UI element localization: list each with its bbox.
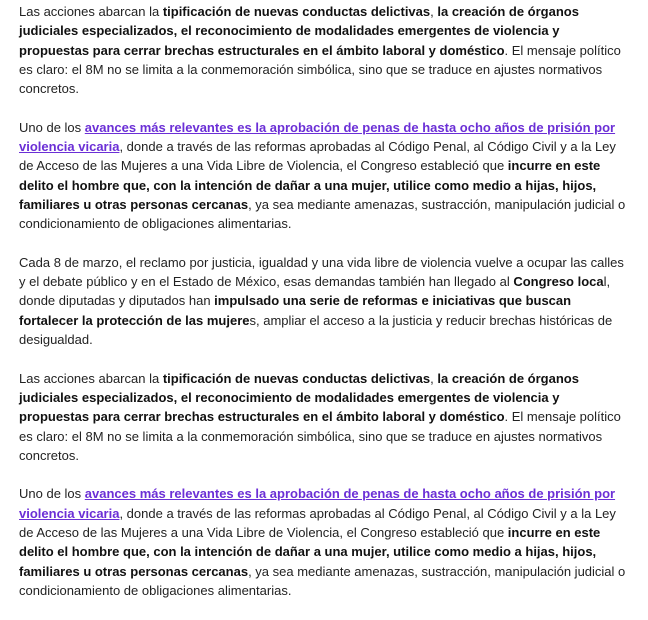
paragraph-8m-congress	[19, 253, 629, 349]
paragraph-actions	[19, 2, 629, 98]
paragraph-text: , donde a través de las reformas aprobadas al Código Penal, al Código Civil y a la Ley de Acceso de las Mujeres a una Vida Libre de Violencia, el Congreso estableció que	[19, 505, 616, 541]
paragraph-text: Uno de los	[19, 119, 85, 135]
vicarious-violence-link[interactable]: avances más relevantes es la aprobación de penas de hasta ocho años de prisión por violencia vicaria	[19, 119, 616, 155]
paragraph-vicarious-violence	[19, 484, 629, 600]
paragraph-text: Las acciones abarcan la	[19, 370, 163, 386]
bold-text: la creación de órganos judiciales especializados, el reconocimiento de modalidades emergentes de violencia y propuestas para cerrar brechas estructurales en el ámbito laboral y doméstico	[19, 370, 579, 425]
article-body	[19, 2, 629, 620]
paragraph-text: ,	[430, 4, 438, 19]
paragraph-vicarious-violence	[19, 118, 629, 234]
bold-text: impulsado una serie de reformas e iniciativas que buscan fortalecer la protección de las mujere	[19, 293, 572, 328]
paragraph-text: s, ampliar el acceso a la justicia y reducir brechas históricas de desigualdad.	[19, 312, 613, 348]
paragraph-text: , donde a través de las reformas aprobadas al Código Penal, al Código Civil y a la Ley de Acceso de las Mujeres a una Vida Libre de Violencia, el Congreso estableció que	[19, 139, 616, 174]
bold-text: incurre en este delito el hombre que, con la intención de dañar a una mujer, utilice como medio a hijas, hijos, familiares u otras personas cercanas	[19, 158, 601, 212]
paragraph-text: Uno de los	[19, 486, 85, 502]
bold-text: incurre en este delito el hombre que, con la intención de dañar a una mujer, utilice como medio a hijas, hijos, familiares u otras personas cercanas	[19, 525, 601, 579]
bold-text: Congreso loca	[513, 274, 604, 290]
paragraph-text: , ya sea mediante amenazas, sustracción, manipulación judicial o condicionamiento de obligaciones alimentarias.	[19, 196, 626, 232]
bold-text: la creación de órganos judiciales especializados, el reconocimiento de modalidades emergentes de violencia y propuestas para cerrar brechas estructurales en el ámbito laboral y doméstico	[19, 4, 579, 58]
paragraph-actions	[19, 369, 629, 465]
paragraph-text: ,	[430, 370, 438, 386]
vicarious-violence-link[interactable]: avances más relevantes es la aprobación de penas de hasta ocho años de prisión por violencia vicaria	[19, 486, 616, 521]
paragraph-text: . El mensaje político es claro: el 8M no se limita a la conmemoración simbólica, sino que se traduce en ajustes normativos concretos.	[19, 42, 621, 97]
paragraph-text: Las acciones abarcan la	[19, 4, 163, 19]
paragraph-text: l, donde diputadas y diputados han	[19, 274, 611, 309]
paragraph-text: , ya sea mediante amenazas, sustracción, manipulación judicial o condicionamiento de obligaciones alimentarias.	[19, 563, 626, 598]
paragraph-text: . El mensaje político es claro: el 8M no se limita a la conmemoración simbólica, sino que se traduce en ajustes normativos concretos.	[19, 409, 621, 463]
bold-text: tipificación de nuevas conductas delictivas	[162, 4, 431, 19]
paragraph-text: Cada 8 de marzo, el reclamo por justicia, igualdad y una vida libre de violencia vuelve a ocupar las calles y el debate público y en el Estado de México, esas demandas también han llegado al	[19, 254, 624, 290]
bold-text: tipificación de nuevas conductas delictivas	[162, 370, 431, 386]
